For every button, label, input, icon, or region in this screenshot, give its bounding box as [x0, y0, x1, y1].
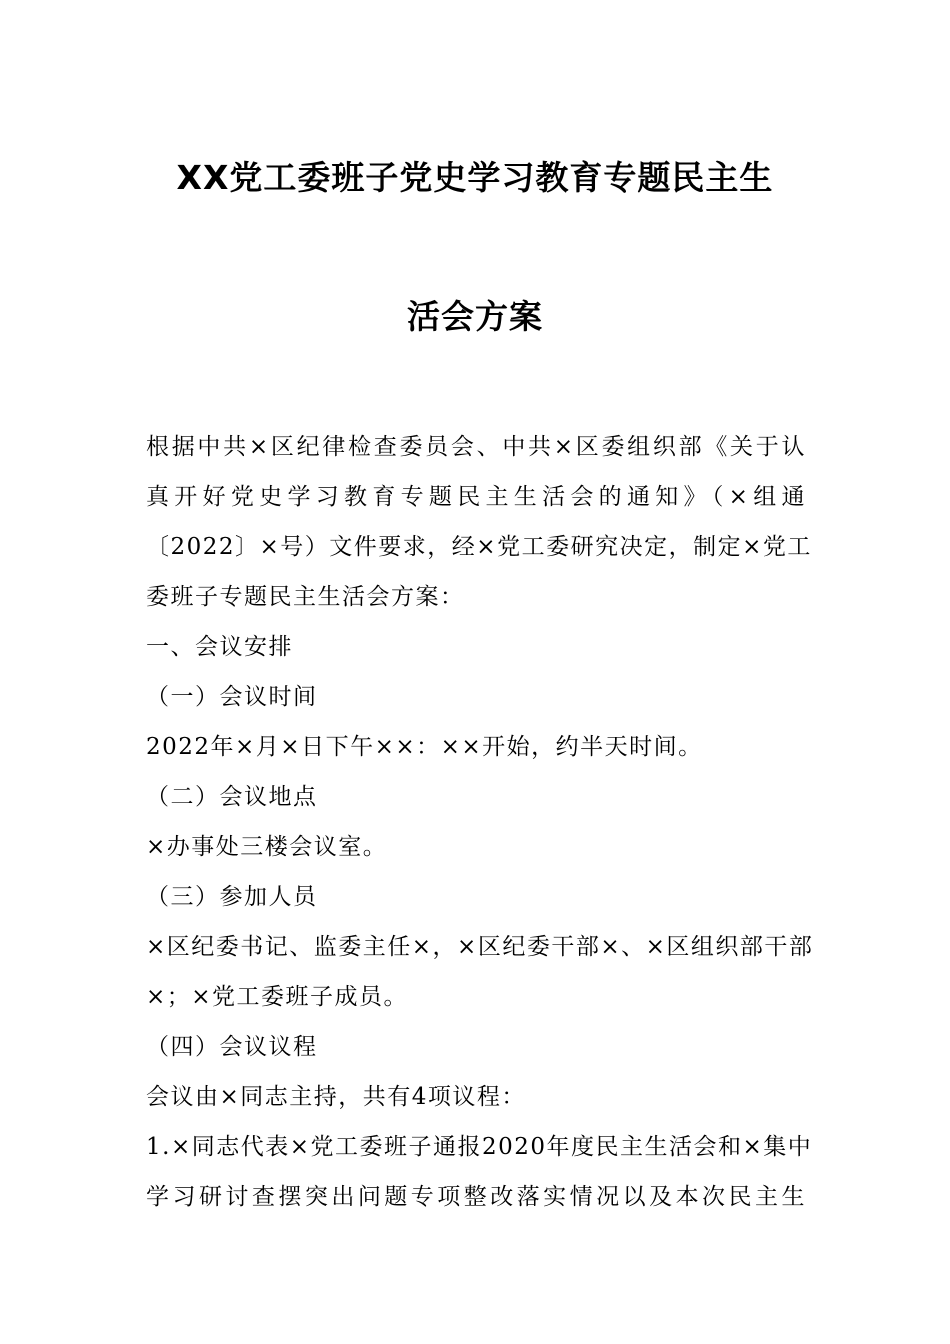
paragraph-line: ×办事处三楼会议室。 [146, 834, 388, 860]
paragraph-line: 会议由×同志主持，共有4项议程： [146, 1084, 526, 1110]
paragraph-line: 根据中共×区纪律检查委员会、中共×区委组织部《关于认 [146, 434, 806, 460]
paragraph-line: 真开好党史学习教育专题民主生活会的通知》（×组通 [146, 484, 806, 510]
document-title-line-1: XX党工委班子党史学习教育专题民主生 [176, 158, 774, 197]
subsection-heading: （三）参加人员 [146, 884, 318, 910]
paragraph-line: 学习研讨查摆突出问题专项整改落实情况以及本次民主生 [146, 1184, 806, 1210]
subsection-heading: （四）会议议程 [146, 1034, 318, 1060]
paragraph-line: 委班子专题民主生活会方案： [146, 584, 465, 610]
subsection-heading: （二）会议地点 [146, 784, 318, 810]
paragraph-line: 2022年×月×日下午××：××开始，约半天时间。 [146, 734, 703, 760]
document-title-line-2: 活会方案 [407, 297, 543, 336]
paragraph-line: ×；×党工委班子成员。 [146, 984, 409, 1010]
paragraph-line: 〔2022〕×号）文件要求，经×党工委研究决定，制定×党工 [146, 534, 812, 560]
section-heading: 一、会议安排 [146, 634, 293, 660]
paragraph-line: ×区纪委书记、监委主任×，×区纪委干部×、×区组织部干部 [146, 934, 814, 960]
paragraph-line: 1.×同志代表×党工委班子通报2020年度民主生活会和×集中 [146, 1134, 813, 1160]
subsection-heading: （一）会议时间 [146, 684, 318, 710]
